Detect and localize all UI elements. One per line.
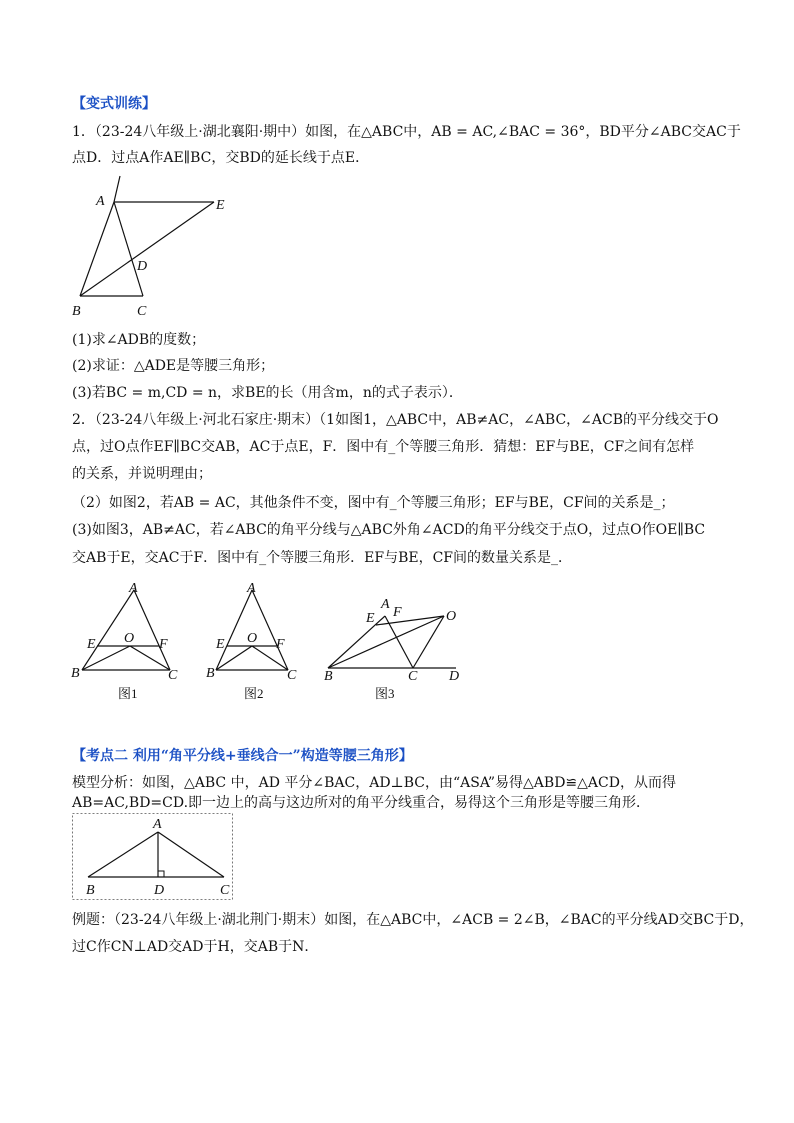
section-header-variant-training: 【变式训练】 <box>72 96 156 112</box>
segment-a-extension <box>114 176 120 202</box>
fig3-label-f: F <box>393 605 402 620</box>
problem2-line2: 点，过O点作EF∥BC交AB，AC于点E，F．图中有_个等腰三角形．猜想：EF与BE，CF之间有怎样 <box>72 439 695 455</box>
fig2-label-b: B <box>206 666 215 681</box>
segment-be <box>80 202 214 296</box>
label-d: D <box>137 259 148 274</box>
example-line1: 例题：（23-24八年级上·湖北荆门·期末）如图，在△ABC中，∠ACB = 2∠B，∠BAC的平分线AD交BC于D， <box>72 912 754 928</box>
fig1-label-o: O <box>124 631 135 646</box>
model-analysis-line1: 模型分析：如图，△ABC 中，AD 平分∠BAC，AD⊥BC，由“ASA”易得△ABD≌△ACD，从而得 <box>72 775 676 791</box>
fig2-label-c: C <box>287 668 297 683</box>
label-e: E <box>216 198 225 213</box>
question1-part1: (1)求∠ADB的度数； <box>72 332 206 348</box>
fig3-label-d: D <box>449 669 460 684</box>
label-c: C <box>137 304 147 319</box>
fig3-label-e: E <box>366 611 375 626</box>
figure-2 <box>206 581 297 701</box>
problem2-line1: 2．（23-24八年级上·河北石家庄·期末）（1如图1，△ABC中，AB≠AC，∠ABC，∠ACB的平分线交于O <box>72 412 719 428</box>
label-d: D <box>154 883 165 898</box>
label-b: B <box>72 304 81 319</box>
figures-1-2-3 <box>66 576 476 704</box>
label-a: A <box>153 817 162 832</box>
fig1-label-b: B <box>71 666 80 681</box>
label-a: A <box>96 194 105 209</box>
segment-ba <box>80 202 114 296</box>
fig2-label-e: E <box>216 637 225 652</box>
figure-isosceles-altitude <box>72 813 234 901</box>
fig3-label-c: C <box>408 669 418 684</box>
figure-1 <box>71 581 178 701</box>
section-header-key-point-2: 【考点二 利用“角平分线+垂线合一”构造等腰三角形】 <box>72 748 413 764</box>
fig2-label-a: A <box>247 581 256 596</box>
fig3-label-a: A <box>381 597 390 612</box>
problem2-line5: (3)如图3，AB≠AC，若∠ABC的角平分线与△ABC外角∠ACD的角平分线交于点O，过点O作OE∥BC <box>72 522 706 538</box>
problem2-line6: 交AB于E，交AC于F．图中有_个等腰三角形．EF与BE，CF间的数量关系是_． <box>72 550 573 566</box>
fig1-label-a: A <box>129 581 138 596</box>
problem1-line1: 1．（23-24八年级上·湖北襄阳·期中）如图，在△ABC中，AB = AC,∠BAC = 36°，BD平分∠ABC交AC于 <box>72 124 741 140</box>
question1-part3: (3)若BC = m,CD = n，求BE的长（用含m，n的式子表示）． <box>72 385 463 401</box>
problem2-line3: 的关系，并说明理由； <box>72 466 212 482</box>
segment-ac <box>114 202 143 296</box>
figure-3 <box>324 597 459 701</box>
question1-part2: (2)求证：△ADE是等腰三角形； <box>72 358 275 374</box>
problem2-line4: （2）如图2，若AB = AC，其他条件不变，图中有_个等腰三角形；EF与BE，CF间的关系是_； <box>72 495 675 511</box>
label-b: B <box>86 883 95 898</box>
fig2-label-f: F <box>276 637 285 652</box>
problem1-line2: 点D．过点A作AE∥BC，交BD的延长线于点E． <box>72 150 370 166</box>
label-c: C <box>220 883 230 898</box>
figure-triangle-abc-ae <box>70 172 240 322</box>
fig1-label-c: C <box>168 668 178 683</box>
caption-figure-1: 图1 <box>118 686 138 701</box>
right-angle-mark <box>158 871 164 877</box>
fig1-label-e: E <box>87 637 96 652</box>
caption-figure-3: 图3 <box>375 686 395 701</box>
fig3-label-o: O <box>446 609 457 624</box>
fig1-label-f: F <box>159 637 168 652</box>
example-line2: 过C作CN⊥AD交AD于H，交AB于N． <box>72 939 319 955</box>
fig2-label-o: O <box>247 631 258 646</box>
caption-figure-2: 图2 <box>244 686 264 701</box>
fig3-label-b: B <box>324 669 333 684</box>
model-analysis-line2: AB=AC,BD=CD.即一边上的高与这边所对的角平分线重合，易得这个三角形是等腰三角形． <box>72 795 651 811</box>
